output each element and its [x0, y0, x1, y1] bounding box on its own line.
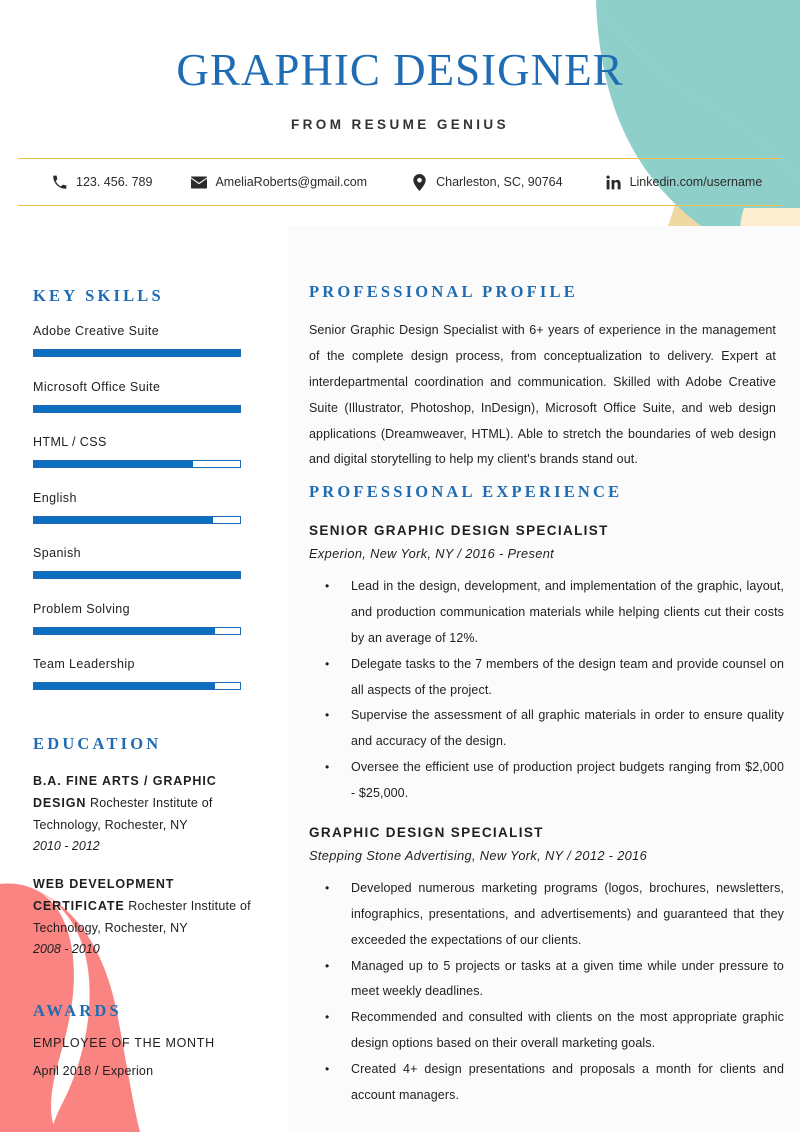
job-meta: Stepping Stone Advertising, New York, NY / 2012 - 2016 — [309, 847, 648, 863]
job-entry — [309, 523, 784, 807]
skill-name: Adobe Creative Suite — [33, 324, 160, 338]
contact-location — [411, 174, 562, 191]
skill-item — [33, 435, 243, 468]
job-meta: Experion, New York, NY / 2016 - Present — [309, 546, 555, 561]
contact-linkedin-text: Linkedin.com/username — [629, 175, 763, 189]
header — [0, 0, 800, 226]
skill-bar-track — [33, 405, 241, 413]
education-degree-school — [33, 771, 251, 836]
skill-name: HTML / CSS — [33, 435, 107, 449]
skill-bar-track — [33, 349, 241, 357]
job-entry — [309, 825, 784, 1109]
contact-location-text: Charleston, SC, 90764 — [436, 175, 563, 189]
professional-profile-heading: PROFESSIONAL PROFILE — [309, 282, 578, 301]
contact-phone[interactable] — [51, 174, 152, 191]
skill-bar-fill — [34, 350, 240, 356]
awards-list — [33, 1036, 251, 1078]
skill-name: Microsoft Office Suite — [33, 379, 161, 394]
job-bullet: • Managed up to 5 projects or tasks at a given time while under pressure to meet weekly deadlines. — [309, 954, 784, 1006]
contact-bar — [18, 158, 782, 206]
job-bullet: • Delegate tasks to the 7 members of the design team and provide counsel on all aspects of the project. — [309, 652, 784, 704]
skill-bar-fill — [34, 461, 193, 467]
skill-bar-track — [33, 460, 241, 468]
job-bullet: • Recommended and consulted with clients on the most appropriate graphic design options based on their overall marketing goals. — [309, 1005, 784, 1057]
job-bullet-list — [309, 876, 784, 1109]
job-bullet: • Oversee the efficient use of production project budgets ranging from $2,000 - $25,000. — [309, 755, 784, 807]
skill-bar-fill — [34, 683, 215, 689]
education-dates: 2008 - 2010 — [33, 942, 100, 957]
contact-phone-text: 123. 456. 789 — [76, 175, 153, 189]
education-school: Rochester Institute of Technology, Rochester, NY — [33, 795, 213, 832]
skill-bar-fill — [34, 628, 215, 634]
award-item — [33, 1036, 251, 1078]
job-bullet: • Created 4+ design presentations and proposals a month for clients and account managers. — [309, 1057, 784, 1109]
award-title: EMPLOYEE OF THE MONTH — [33, 1036, 215, 1050]
skill-bar-fill — [34, 517, 213, 523]
skill-item — [33, 602, 243, 635]
envelope-icon — [190, 174, 207, 191]
phone-icon — [51, 174, 68, 191]
job-bullet: • Developed numerous marketing programs (logos, brochures, newsletters, infographics, presentations, and advertisements) and guaranteed that they exceeded the expectations of our clients. — [309, 876, 784, 954]
main-column — [288, 226, 800, 1132]
skill-item — [33, 380, 243, 413]
skill-name: Problem Solving — [33, 601, 131, 616]
contact-email-text: AmeliaRoberts@gmail.com — [215, 175, 368, 189]
skill-bar-track — [33, 516, 241, 524]
skill-bar-fill — [34, 572, 240, 578]
skills-list — [33, 324, 243, 713]
job-bullet-list — [309, 574, 784, 807]
skill-name: Spanish — [33, 546, 81, 560]
education-school: Rochester Institute of Technology, Rochester, NY — [33, 898, 251, 935]
job-title: GRAPHIC DESIGN SPECIALIST — [309, 824, 544, 840]
experience-list — [309, 523, 784, 1127]
education-item — [33, 874, 251, 961]
job-title: SENIOR GRAPHIC DESIGN SPECIALIST — [309, 523, 609, 538]
page-subtitle: FROM RESUME GENIUS — [291, 117, 509, 132]
linkedin-icon — [605, 174, 622, 191]
skill-name: Team Leadership — [33, 657, 135, 671]
skill-name: English — [33, 490, 77, 505]
contact-email[interactable] — [190, 174, 367, 191]
professional-profile-text: Senior Graphic Design Specialist with 6+ years of experience in the management of the complete design process, from conceptualization to delivery. Expert at interdepartmental coordination and communication. Skilled with Adobe Creative Suite (Illustrator, Photoshop, InDesign), Microsoft Office Suite, and web design applications (Dreamweaver, HTML). Able to stretch the boundaries of web design and digital storytelling to help my client's brands stand out. — [309, 323, 776, 467]
skill-bar-track — [33, 682, 241, 690]
sidebar — [0, 226, 288, 1132]
award-detail: April 2018 / Experion — [33, 1064, 154, 1078]
skill-item — [33, 491, 243, 524]
education-heading: EDUCATION — [33, 734, 162, 753]
skill-bar-track — [33, 627, 241, 635]
map-pin-icon — [411, 174, 428, 191]
page-title: GRAPHIC DESIGNER — [176, 45, 624, 95]
job-bullet: • Supervise the assessment of all graphic materials in order to ensure quality and accuracy of the design. — [309, 703, 784, 755]
skill-bar-fill — [34, 406, 240, 412]
professional-experience-heading: PROFESSIONAL EXPERIENCE — [309, 482, 623, 501]
education-degree-school — [33, 874, 251, 939]
education-list — [33, 771, 251, 977]
contact-linkedin[interactable] — [605, 174, 763, 191]
education-item — [33, 771, 251, 858]
job-bullet: • Lead in the design, development, and implementation of the graphic, layout, and production communication materials while helping clients cut their costs by an average of 12%. — [309, 574, 784, 652]
key-skills-heading: KEY SKILLS — [33, 286, 164, 305]
skill-item — [33, 657, 243, 690]
skill-item — [33, 324, 243, 357]
skill-item — [33, 546, 243, 579]
education-degree: B.A. FINE ARTS / GRAPHIC DESIGN — [33, 774, 217, 810]
education-degree: WEB DEVELOPMENT CERTIFICATE — [33, 877, 175, 913]
education-dates: 2010 - 2012 — [33, 839, 100, 854]
awards-heading: AWARDS — [33, 1001, 122, 1020]
skill-bar-track — [33, 571, 241, 579]
